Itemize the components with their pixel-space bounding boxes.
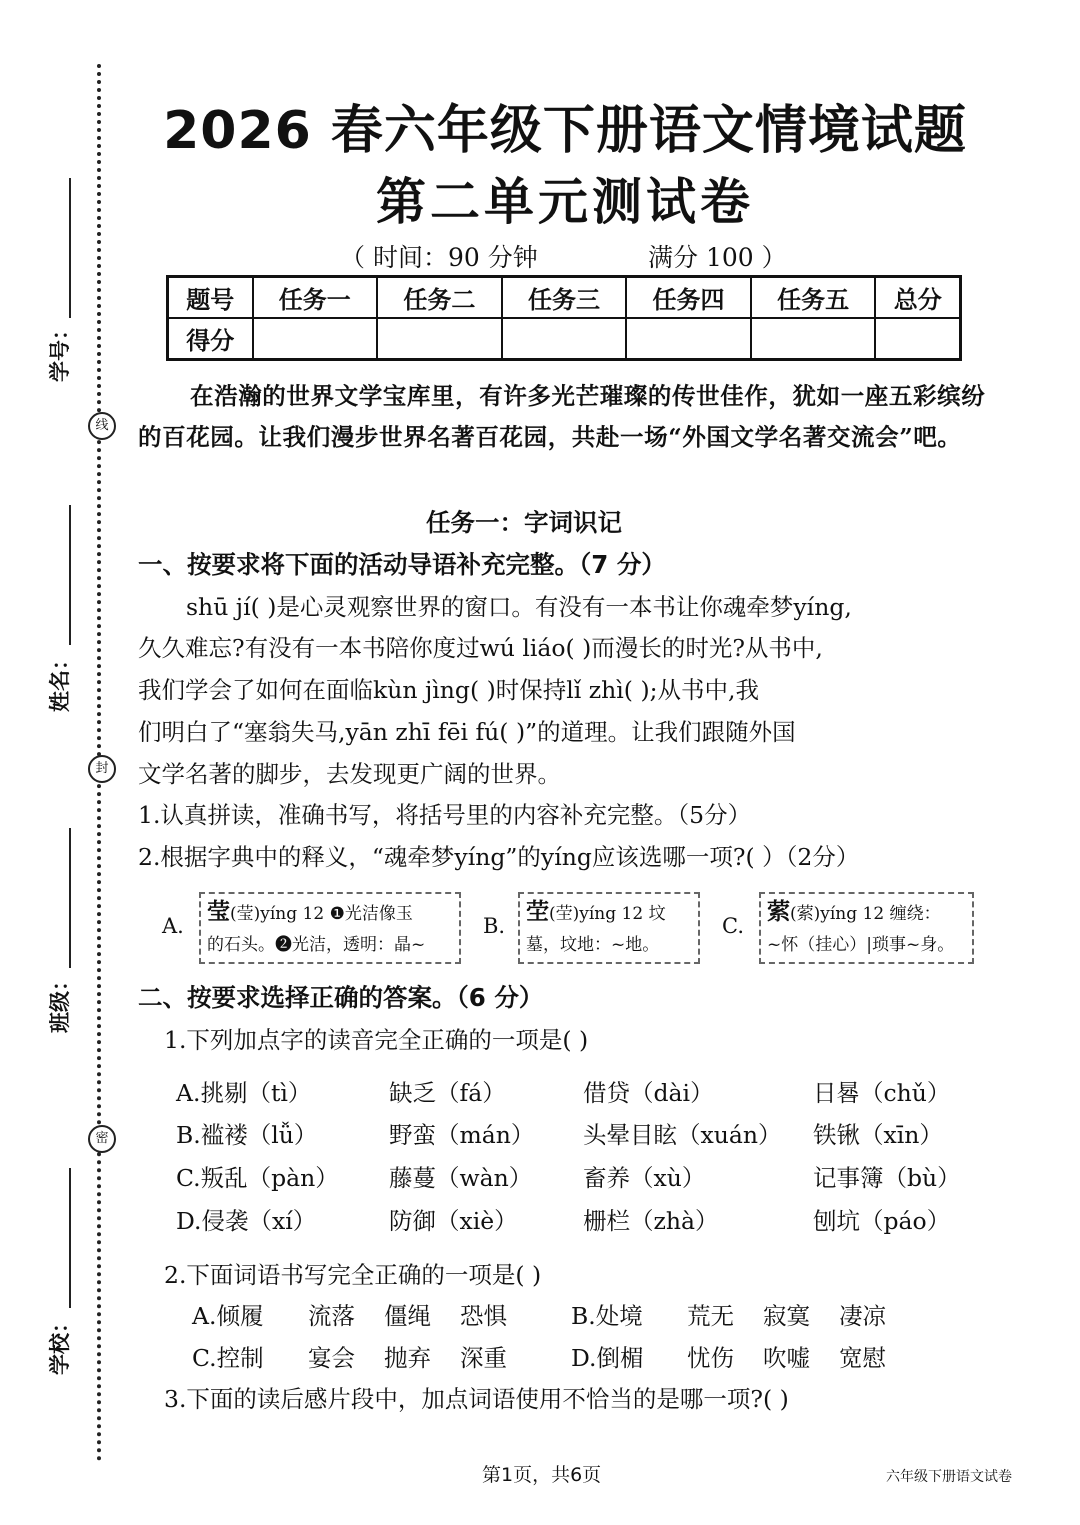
score-header-cell: 总分 — [875, 277, 960, 319]
word-option: 荒无 — [687, 1302, 734, 1330]
dict-option-letter: A. — [162, 914, 184, 938]
score-header-cell: 任务二 — [377, 277, 502, 319]
word-option: 吹嘘 — [763, 1344, 810, 1372]
section2-heading: 二、按要求选择正确的答案。（6 分） — [138, 983, 544, 1012]
class-line — [69, 828, 71, 968]
page-number: 第1页，共6页 — [482, 1464, 602, 1486]
pinyin-option: D.侵袭（xí） — [176, 1207, 317, 1235]
page-subtitle: 第二单元测试卷 — [376, 173, 754, 231]
section2-q2: 2.下面词语书写完全正确的一项是( ) — [164, 1261, 542, 1289]
score-input-cell[interactable] — [253, 318, 378, 360]
section2-q3: 3.下面的读后感片段中，加点词语使用不恰当的是哪一项?( ) — [164, 1385, 789, 1413]
name-line — [69, 505, 71, 645]
passage-line: 们明白了“塞翁失马,yān zhī fēi fú( )”的道理。让我们跟随外国 — [138, 718, 796, 746]
section1-heading: 一、按要求将下面的活动导语补充完整。（7 分） — [138, 550, 666, 579]
dict-char: 莹 — [207, 898, 230, 925]
dict-option-a[interactable] — [199, 892, 461, 964]
pinyin-option: B.褴褛（lǚ） — [176, 1121, 318, 1149]
dict-line: (莹)yíng 12 ❶光洁像玉 — [230, 904, 413, 924]
dict-option-letter: C. — [722, 914, 744, 938]
score-header-cell: 任务一 — [253, 277, 378, 319]
word-option: D.倒楣 — [571, 1344, 644, 1372]
pinyin-option: 防御（xiè） — [389, 1207, 518, 1235]
score-input-cell[interactable] — [502, 318, 627, 360]
pinyin-option: 缺乏（fá） — [389, 1079, 506, 1107]
score-label-cell: 得分 — [168, 318, 253, 360]
dict-option-c[interactable] — [759, 892, 974, 964]
dict-option-b[interactable] — [518, 892, 700, 964]
word-option: C.控制 — [192, 1344, 264, 1372]
school-line — [69, 1168, 71, 1308]
word-option: 深重 — [460, 1344, 507, 1372]
word-option: 恐惧 — [460, 1302, 507, 1330]
pinyin-option: 记事簿（bù） — [813, 1164, 961, 1192]
school-label: 学校： — [47, 1312, 72, 1375]
dict-char: 茔 — [526, 898, 549, 925]
passage-line: shū jí( )是心灵观察世界的窗口。有没有一本书让你魂牵梦yíng, — [186, 593, 852, 621]
pinyin-option: C.叛乱（pàn） — [176, 1164, 339, 1192]
dict-line: (萦)yíng 12 缠绕： — [790, 904, 941, 924]
pinyin-option: 日晷（chǔ） — [813, 1079, 951, 1107]
full-score: 满分 100 ） — [648, 243, 787, 272]
dict-line: ~怀（挂心）|琐事~身。 — [767, 935, 955, 955]
dict-line: (茔)yíng 12 坟 — [549, 904, 666, 924]
pinyin-option: 野蛮（mán） — [389, 1121, 535, 1149]
pinyin-option: 头晕目眩（xuán） — [583, 1121, 782, 1149]
seal-mi: 密 — [88, 1125, 116, 1153]
word-option: 宽慰 — [839, 1344, 886, 1372]
word-option: 寂寞 — [763, 1302, 810, 1330]
intro-paragraph: 在浩瀚的世界文学宝库里，有许多光芒璀璨的传世佳作，犹如一座五彩缤纷的百花园。让我们漫步世界名著百花园，共赴一场“外国文学名著交流会”吧。 — [138, 382, 986, 451]
dict-option-letter: B. — [483, 914, 506, 938]
score-header-cell: 任务五 — [751, 277, 876, 319]
word-option: 僵绳 — [384, 1302, 431, 1330]
word-option: 忧伤 — [687, 1344, 734, 1372]
score-header-cell: 任务四 — [626, 277, 751, 319]
word-option: 流落 — [308, 1302, 355, 1330]
pinyin-option: 借贷（dài） — [583, 1079, 714, 1107]
pinyin-option: 畜养（xù） — [583, 1164, 706, 1192]
pinyin-option: 栅栏（zhà） — [583, 1207, 719, 1235]
name-label: 姓名： — [47, 649, 72, 712]
passage-line: 文学名著的脚步，去发现更广阔的世界。 — [138, 760, 561, 788]
class-label: 班级： — [47, 970, 72, 1033]
paper-label: 六年级下册语文试卷 — [886, 1469, 1012, 1485]
pinyin-option: 铁锹（xīn） — [813, 1121, 943, 1149]
student-no-label: 学号： — [47, 319, 72, 382]
score-table — [166, 275, 962, 361]
score-input-cell[interactable] — [377, 318, 502, 360]
score-input-cell[interactable] — [626, 318, 751, 360]
score-header-cell: 任务三 — [502, 277, 627, 319]
seal-xian: 线 — [88, 412, 116, 440]
word-option: A.倾履 — [192, 1302, 264, 1330]
word-option: B.处境 — [571, 1302, 643, 1330]
word-option: 抛弃 — [384, 1344, 431, 1372]
passage-line: 久久难忘?有没有一本书陪你度过wú liáo( )而漫长的时光?从书中, — [138, 634, 823, 662]
task1-q1: 1.认真拼读，准确书写，将括号里的内容补充完整。（5分） — [138, 801, 752, 829]
word-option: 宴会 — [308, 1344, 355, 1372]
pinyin-option: 藤蔓（wàn） — [389, 1164, 533, 1192]
section2-q1: 1.下列加点字的读音完全正确的一项是( ) — [164, 1026, 589, 1054]
pinyin-option: A.挑剔（tì） — [176, 1079, 312, 1107]
page-title: 2026 春六年级下册语文情境试题 — [163, 101, 967, 161]
pinyin-option: 刨坑（páo） — [813, 1207, 951, 1235]
task1-title: 任务一：字词识记 — [426, 508, 622, 537]
score-header-cell: 题号 — [168, 277, 253, 319]
word-option: 凄凉 — [839, 1302, 886, 1330]
passage-line: 我们学会了如何在面临kùn jìng( )时保持lǐ zhì( );从书中,我 — [138, 676, 759, 704]
dict-char: 萦 — [767, 898, 790, 925]
seal-feng: 封 — [88, 755, 116, 783]
dict-line: 墓，坟地：~地。 — [526, 935, 660, 955]
time-info: （ 时间：90 分钟 — [340, 243, 538, 272]
score-input-cell[interactable] — [751, 318, 876, 360]
task1-q2: 2.根据字典中的释义，“魂牵梦yíng”的yíng应该选哪一项?( ）（2分） — [138, 843, 860, 871]
score-input-cell[interactable] — [875, 318, 960, 360]
dict-line: 的石头。❷光洁，透明：晶~ — [207, 935, 426, 955]
